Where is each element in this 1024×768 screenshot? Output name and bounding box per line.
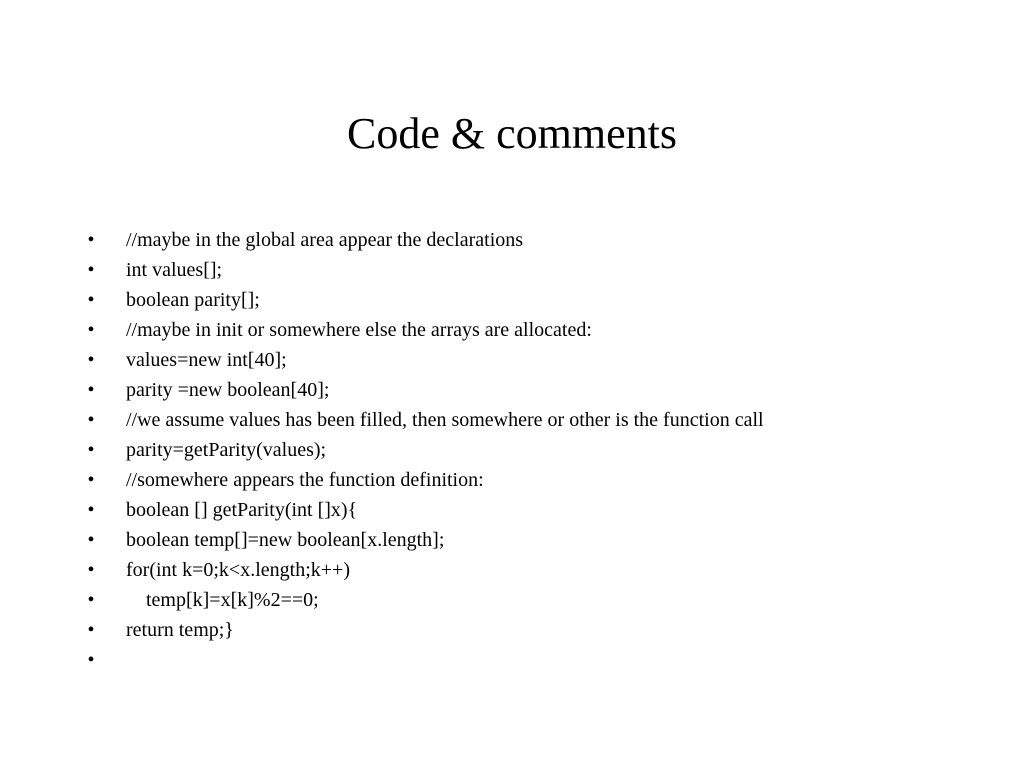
bullet-text: boolean temp[]=new boolean[x.length]; [126, 529, 445, 551]
bullet-item [84, 345, 984, 375]
slide-title: Code & comments [347, 109, 677, 158]
bullet-text: //we assume values has been filled, then somewhere or other is the function call [126, 409, 764, 431]
bullet-item [84, 375, 984, 405]
bullet-text: //maybe in the global area appear the declarations [126, 229, 524, 251]
bullet-item [84, 495, 984, 525]
bullet-dot-icon: • [87, 469, 95, 491]
bullet-item [84, 315, 984, 345]
bullet-dot-icon: • [87, 529, 95, 551]
bullet-item [84, 585, 984, 615]
bullet-text: int values[]; [126, 259, 223, 281]
bullet-dot-icon: • [87, 589, 95, 611]
bullet-dot-icon: • [87, 559, 95, 581]
bullet-item [84, 525, 984, 555]
bullet-text: values=new int[40]; [126, 349, 287, 371]
bullet-dot-icon: • [87, 439, 95, 461]
bullet-item [84, 555, 984, 585]
bullet-list [84, 225, 984, 675]
bullet-dot-icon: • [87, 349, 95, 371]
bullet-item [84, 645, 984, 675]
bullet-dot-icon: • [87, 259, 95, 281]
bullet-item [84, 225, 984, 255]
bullet-text: temp[k]=x[k]%2==0; [126, 589, 319, 611]
bullet-dot-icon: • [87, 649, 95, 671]
bullet-item [84, 285, 984, 315]
bullet-item [84, 465, 984, 495]
bullet-dot-icon: • [87, 289, 95, 311]
bullet-dot-icon: • [87, 409, 95, 431]
bullet-text: //maybe in init or somewhere else the arrays are allocated: [126, 319, 592, 341]
bullet-item [84, 405, 984, 435]
bullet-dot-icon: • [87, 499, 95, 521]
bullet-text: boolean parity[]; [126, 289, 260, 311]
bullet-text: boolean [] getParity(int []x){ [126, 499, 358, 521]
bullet-text: //somewhere appears the function definition: [126, 469, 484, 491]
bullet-text: parity=getParity(values); [126, 439, 327, 461]
bullet-item [84, 615, 984, 645]
bullet-dot-icon: • [87, 379, 95, 401]
bullet-text: parity =new boolean[40]; [126, 379, 330, 401]
bullet-dot-icon: • [87, 619, 95, 641]
bullet-dot-icon: • [87, 319, 95, 341]
bullet-text: for(int k=0;k<x.length;k++) [126, 559, 350, 581]
bullet-dot-icon: • [87, 229, 95, 251]
bullet-text: return temp;} [126, 619, 234, 641]
bullet-item [84, 435, 984, 465]
bullet-item [84, 255, 984, 285]
